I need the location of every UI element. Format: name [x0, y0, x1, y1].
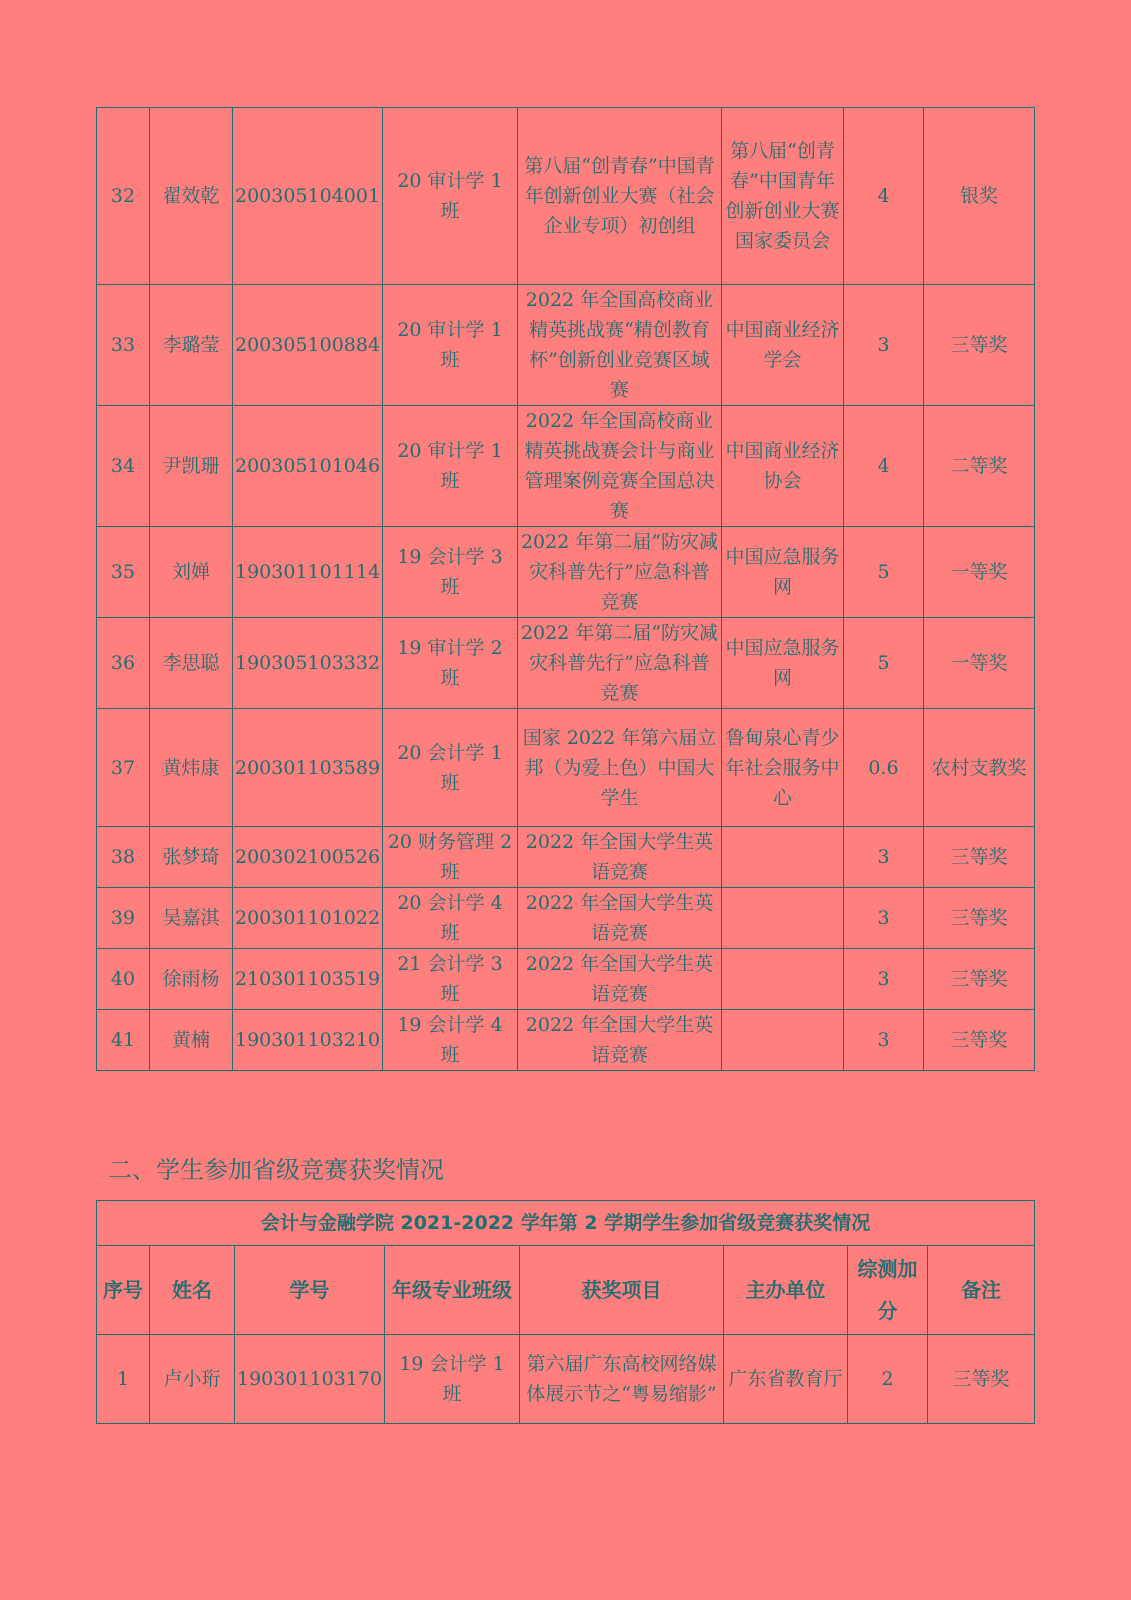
cell-name: 黄楠	[150, 1010, 233, 1071]
cell-no: 40	[97, 949, 150, 1010]
table-row	[97, 827, 1035, 888]
cell-id: 190301103170	[235, 1335, 385, 1424]
cell-no: 32	[97, 108, 150, 285]
table-row	[97, 888, 1035, 949]
cell-name: 徐雨杨	[150, 949, 233, 1010]
cell-class: 20 审计学 1 班	[383, 406, 518, 527]
cell-organizer: 第八届“创青春”中国青年创新创业大赛国家委员会	[722, 108, 844, 285]
cell-name: 张梦琦	[150, 827, 233, 888]
cell-points: 4	[844, 406, 924, 527]
header-id: 学号	[235, 1246, 385, 1335]
awards-table-provincial	[96, 1200, 1035, 1424]
cell-id: 200305104001	[233, 108, 383, 285]
cell-organizer: 中国商业经济学会	[722, 285, 844, 406]
cell-points: 3	[844, 1010, 924, 1071]
cell-class: 20 审计学 1 班	[383, 285, 518, 406]
section-heading: 二、学生参加省级竞赛获奖情况	[108, 1156, 444, 1184]
cell-organizer	[722, 949, 844, 1010]
cell-organizer	[722, 827, 844, 888]
cell-points: 3	[844, 949, 924, 1010]
header-points: 综测加分	[848, 1246, 928, 1335]
awards-table-national	[96, 107, 1035, 1071]
cell-id: 200302100526	[233, 827, 383, 888]
table-row	[97, 1335, 1035, 1424]
cell-class: 19 会计学 4 班	[383, 1010, 518, 1071]
cell-project: 2022 年第二届“防灾减灾科普先行”应急科普竞赛	[518, 618, 722, 709]
table-row	[97, 709, 1035, 827]
cell-points: 5	[844, 618, 924, 709]
header-organizer: 主办单位	[724, 1246, 848, 1335]
cell-project: 2022 年全国大学生英语竞赛	[518, 1010, 722, 1071]
cell-id: 200301103589	[233, 709, 383, 827]
table-row	[97, 949, 1035, 1010]
cell-id: 190305103332	[233, 618, 383, 709]
table-row	[97, 108, 1035, 285]
cell-award: 三等奖	[928, 1335, 1035, 1424]
cell-award: 三等奖	[924, 888, 1035, 949]
cell-project: 2022 年第二届“防灾减灾科普先行”应急科普竞赛	[518, 527, 722, 618]
table-row	[97, 618, 1035, 709]
cell-organizer: 广东省教育厅	[724, 1335, 848, 1424]
cell-class: 19 会计学 1 班	[385, 1335, 520, 1424]
cell-name: 尹凯珊	[150, 406, 233, 527]
header-name: 姓名	[150, 1246, 235, 1335]
cell-points: 3	[844, 888, 924, 949]
table-row	[97, 1010, 1035, 1071]
cell-id: 200301101022	[233, 888, 383, 949]
cell-id: 200305101046	[233, 406, 383, 527]
header-project: 获奖项目	[520, 1246, 724, 1335]
cell-id: 190301103210	[233, 1010, 383, 1071]
cell-name: 李璐莹	[150, 285, 233, 406]
cell-no: 33	[97, 285, 150, 406]
cell-award: 农村支教奖	[924, 709, 1035, 827]
cell-name: 吴嘉淇	[150, 888, 233, 949]
cell-organizer: 鲁甸泉心青少年社会服务中心	[722, 709, 844, 827]
cell-no: 36	[97, 618, 150, 709]
table-title: 会计与金融学院 2021-2022 学年第 2 学期学生参加省级竞赛获奖情况	[97, 1201, 1035, 1246]
cell-project: 2022 年全国大学生英语竞赛	[518, 888, 722, 949]
cell-award: 三等奖	[924, 1010, 1035, 1071]
header-no: 序号	[97, 1246, 150, 1335]
cell-class: 21 会计学 3 班	[383, 949, 518, 1010]
table-title-row	[97, 1201, 1035, 1246]
cell-organizer: 中国应急服务网	[722, 618, 844, 709]
cell-project: 国家 2022 年第六届立邦（为爱上色）中国大学生	[518, 709, 722, 827]
cell-name: 刘婵	[150, 527, 233, 618]
cell-points: 0.6	[844, 709, 924, 827]
cell-points: 4	[844, 108, 924, 285]
cell-name: 李思聪	[150, 618, 233, 709]
cell-no: 41	[97, 1010, 150, 1071]
cell-id: 200305100884	[233, 285, 383, 406]
cell-class: 20 会计学 1 班	[383, 709, 518, 827]
cell-project: 2022 年全国高校商业精英挑战赛“精创教育杯”创新创业竞赛区域赛	[518, 285, 722, 406]
cell-no: 39	[97, 888, 150, 949]
table-row	[97, 527, 1035, 618]
cell-class: 19 审计学 2 班	[383, 618, 518, 709]
cell-project: 2022 年全国大学生英语竞赛	[518, 827, 722, 888]
cell-id: 190301101114	[233, 527, 383, 618]
cell-award: 二等奖	[924, 406, 1035, 527]
table-row	[97, 406, 1035, 527]
cell-organizer: 中国商业经济协会	[722, 406, 844, 527]
header-award: 备注	[928, 1246, 1035, 1335]
cell-organizer: 中国应急服务网	[722, 527, 844, 618]
cell-award: 三等奖	[924, 827, 1035, 888]
cell-class: 20 会计学 4 班	[383, 888, 518, 949]
cell-class: 19 会计学 3 班	[383, 527, 518, 618]
table-header-row	[97, 1246, 1035, 1335]
cell-id: 210301103519	[233, 949, 383, 1010]
cell-award: 三等奖	[924, 949, 1035, 1010]
cell-project: 2022 年全国大学生英语竞赛	[518, 949, 722, 1010]
cell-class: 20 审计学 1 班	[383, 108, 518, 285]
cell-name: 卢小珩	[150, 1335, 235, 1424]
cell-name: 翟效乾	[150, 108, 233, 285]
cell-no: 38	[97, 827, 150, 888]
cell-no: 34	[97, 406, 150, 527]
header-class: 年级专业班级	[385, 1246, 520, 1335]
cell-class: 20 财务管理 2 班	[383, 827, 518, 888]
cell-organizer	[722, 1010, 844, 1071]
cell-points: 3	[844, 827, 924, 888]
cell-award: 三等奖	[924, 285, 1035, 406]
cell-award: 一等奖	[924, 527, 1035, 618]
cell-points: 3	[844, 285, 924, 406]
table-row	[97, 285, 1035, 406]
cell-project: 2022 年全国高校商业精英挑战赛会计与商业管理案例竞赛全国总决赛	[518, 406, 722, 527]
cell-award: 一等奖	[924, 618, 1035, 709]
cell-no: 37	[97, 709, 150, 827]
cell-award: 银奖	[924, 108, 1035, 285]
cell-points: 2	[848, 1335, 928, 1424]
cell-organizer	[722, 888, 844, 949]
cell-no: 35	[97, 527, 150, 618]
cell-name: 黄炜康	[150, 709, 233, 827]
cell-project: 第六届广东高校网络媒体展示节之“粤易缩影”	[520, 1335, 724, 1424]
cell-points: 5	[844, 527, 924, 618]
cell-no: 1	[97, 1335, 150, 1424]
cell-project: 第八届“创青春”中国青年创新创业大赛（社会企业专项）初创组	[518, 108, 722, 285]
